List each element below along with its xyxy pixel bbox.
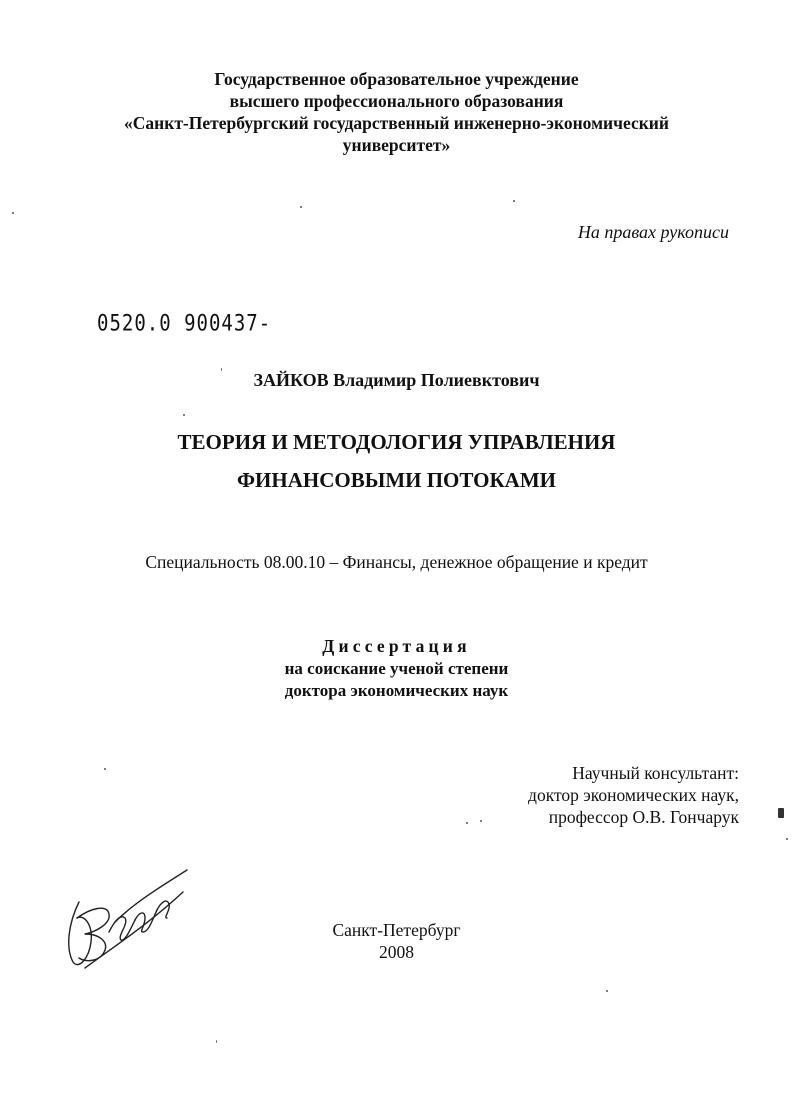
consultant-label: Научный консультант: — [572, 763, 739, 783]
year: 2008 — [379, 942, 414, 962]
thesis-title-line-1: ТЕОРИЯ И МЕТОДОЛОГИЯ УПРАВЛЕНИЯ — [177, 430, 616, 454]
scan-speck — [12, 212, 14, 214]
manuscript-rights-note: На правах рукописи — [577, 222, 729, 242]
scan-speck — [183, 414, 185, 416]
scan-speck — [513, 200, 515, 202]
scan-speck — [466, 822, 468, 824]
institution-line-3: «Санкт-Петербургский государственный инженерно-экономический — [124, 113, 669, 133]
institution-line-4: университет» — [342, 135, 451, 155]
scan-speck — [300, 206, 302, 208]
scan-speck — [221, 368, 222, 371]
thesis-title-line-2: ФИНАНСОВЫМИ ПОТОКАМИ — [236, 468, 557, 492]
city: Санкт-Петербург — [332, 920, 461, 940]
dissertation-type: Диссертация — [322, 636, 471, 656]
scan-speck — [104, 768, 106, 770]
scan-speck — [606, 990, 608, 992]
scan-speck — [786, 838, 788, 840]
institution-line-1: Государственное образовательное учреждение — [214, 69, 579, 89]
handwritten-signature — [55, 862, 195, 982]
specialty-line: Специальность 08.00.10 – Финансы, денежное обращение и кредит — [145, 552, 648, 572]
scan-speck — [216, 1040, 217, 1043]
scan-speck — [480, 820, 482, 822]
consultant-degree: доктор экономических наук, — [528, 785, 739, 805]
consultant-name: профессор О.В. Гончарук — [548, 807, 739, 827]
author-name: ЗАЙКОВ Владимир Полиевктович — [253, 370, 540, 390]
archive-code: 0520.0 900437- — [97, 311, 272, 337]
scan-speck — [778, 808, 784, 818]
degree-line-2: доктора экономических наук — [284, 681, 509, 700]
institution-line-2: высшего профессионального образования — [229, 91, 564, 111]
degree-line-1: на соискание ученой степени — [284, 659, 509, 678]
